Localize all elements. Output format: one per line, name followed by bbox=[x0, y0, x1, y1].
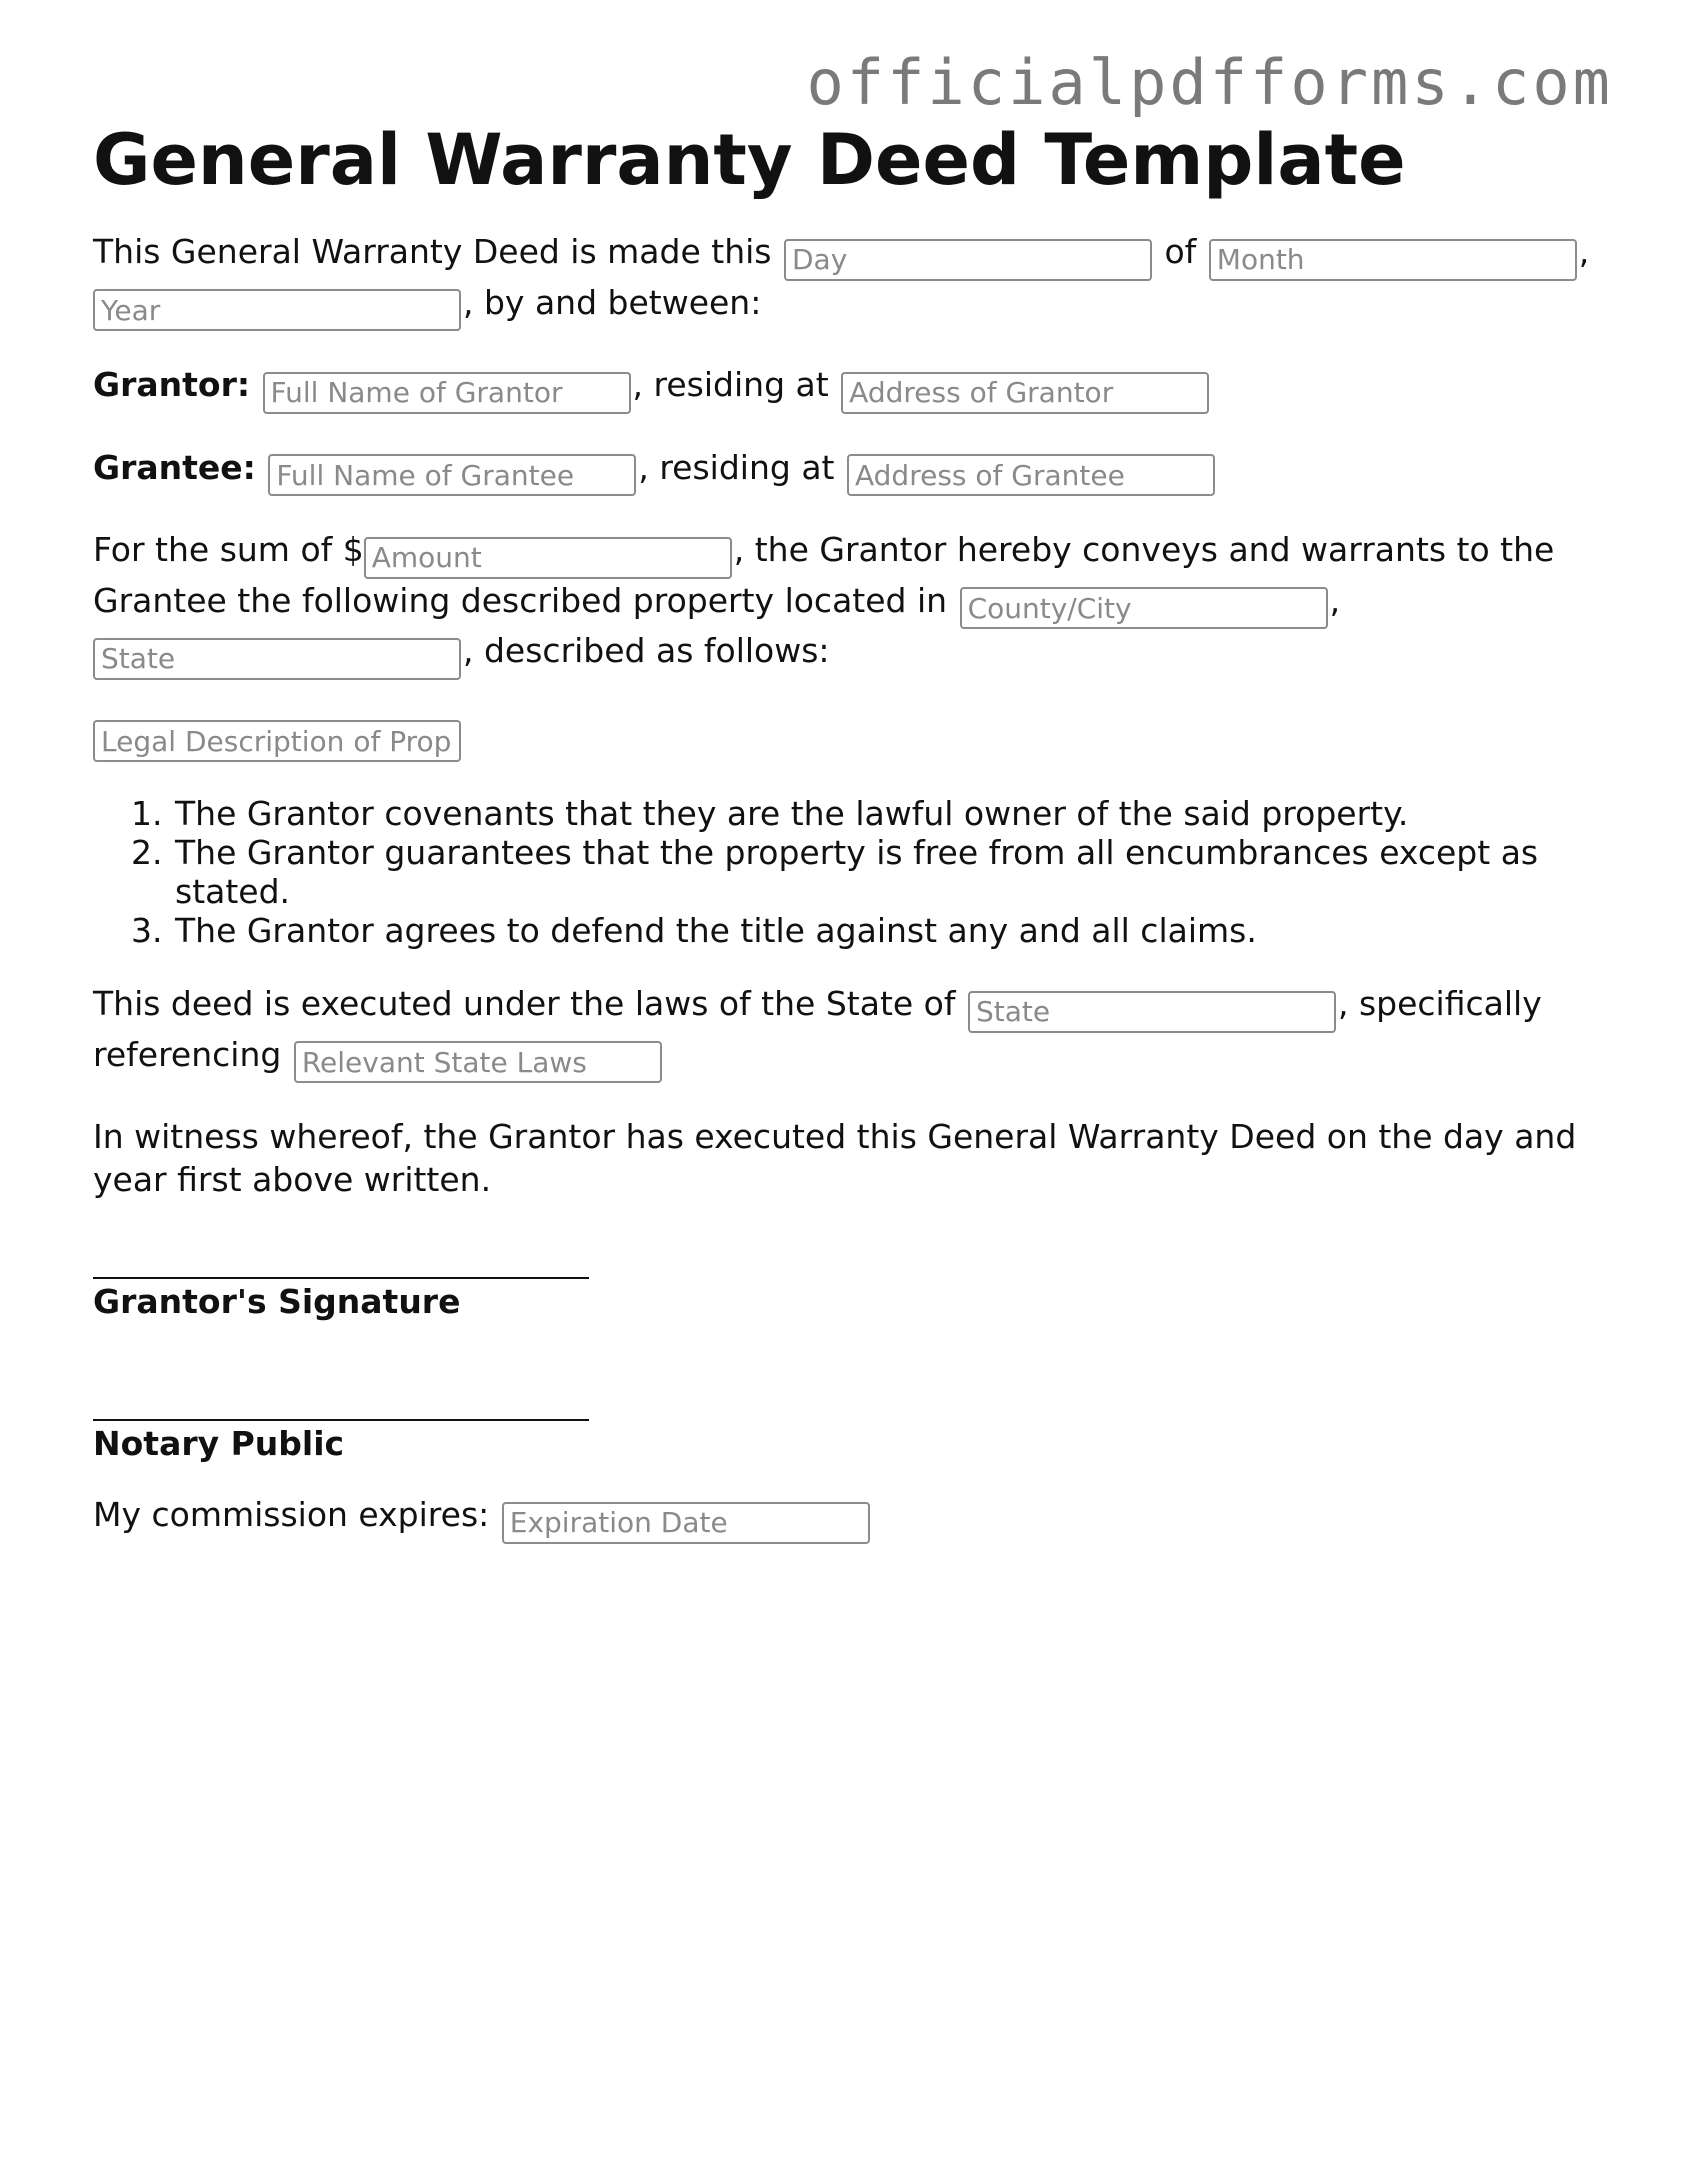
grantee-name-field[interactable] bbox=[268, 454, 636, 496]
grantee-residing-text: , residing at bbox=[638, 447, 835, 487]
grantee-label: Grantee: bbox=[93, 447, 256, 487]
notary-signature-block bbox=[93, 1389, 1593, 1467]
by-and-between-text: , by and between: bbox=[463, 282, 762, 322]
watermark: officialpdfforms.com bbox=[806, 46, 1613, 119]
commission-line bbox=[93, 1493, 1593, 1544]
day-field[interactable] bbox=[784, 239, 1152, 281]
comma-text: , bbox=[1329, 580, 1341, 620]
deed-document bbox=[93, 118, 1593, 1576]
grantor-address-field[interactable] bbox=[841, 372, 1209, 414]
grantor-residing-text: , residing at bbox=[632, 365, 829, 404]
year-field[interactable] bbox=[93, 289, 461, 331]
conveys-text: , the Grantor hereby conveys and warrants to the Grantee the following described property located in bbox=[93, 530, 1555, 620]
notary-label: Notary Public bbox=[93, 1424, 345, 1463]
of-text: of bbox=[1164, 232, 1197, 271]
grantee-line bbox=[93, 446, 1593, 497]
covenant-item: 1. The Grantor covenants that they are the lawful owner of the said property. bbox=[173, 794, 1593, 833]
grantor-signature-block bbox=[93, 1247, 1593, 1325]
described-text: , described as follows: bbox=[463, 631, 830, 670]
county-city-field[interactable] bbox=[960, 587, 1328, 629]
month-field[interactable] bbox=[1209, 239, 1577, 281]
executed-text: This deed is executed under the laws of the State of bbox=[93, 984, 956, 1023]
amount-field[interactable] bbox=[364, 537, 732, 579]
grantor-signature-line[interactable] bbox=[93, 1247, 589, 1279]
relevant-laws-field[interactable] bbox=[294, 1041, 662, 1083]
witness-paragraph: In witness whereof, the Grantor has executed this General Warranty Deed on the day and year first above written. bbox=[93, 1117, 1577, 1199]
governing-state-field[interactable] bbox=[968, 991, 1336, 1033]
consideration-paragraph bbox=[93, 528, 1593, 680]
sum-text: For the sum of $ bbox=[93, 530, 364, 569]
property-state-field[interactable] bbox=[93, 638, 461, 680]
covenant-item: 2. The Grantor guarantees that the property is free from all encumbrances except as stated. bbox=[173, 833, 1593, 911]
grantor-signature-label: Grantor's Signature bbox=[93, 1282, 461, 1321]
grantor-line bbox=[93, 363, 1593, 414]
grantee-address-field[interactable] bbox=[847, 454, 1215, 496]
intro-text: This General Warranty Deed is made this bbox=[93, 232, 772, 271]
grantor-name-field[interactable] bbox=[263, 372, 631, 414]
commission-text: My commission expires: bbox=[93, 1495, 490, 1534]
comma-text: , bbox=[1578, 232, 1590, 271]
legal-description-field[interactable] bbox=[93, 720, 461, 762]
legal-description-wrap bbox=[93, 712, 1593, 763]
intro-paragraph bbox=[93, 230, 1593, 331]
grantor-label: Grantor: bbox=[93, 365, 251, 404]
expiration-date-field[interactable] bbox=[502, 1502, 870, 1544]
laws-paragraph bbox=[93, 982, 1593, 1083]
specifically-text: , specifically referencing bbox=[93, 984, 1542, 1074]
covenants-list bbox=[93, 794, 1593, 950]
covenant-item: 3. The Grantor agrees to defend the title against any and all claims. bbox=[173, 911, 1593, 950]
notary-signature-line[interactable] bbox=[93, 1389, 589, 1421]
page-title: General Warranty Deed Template bbox=[93, 119, 1406, 201]
